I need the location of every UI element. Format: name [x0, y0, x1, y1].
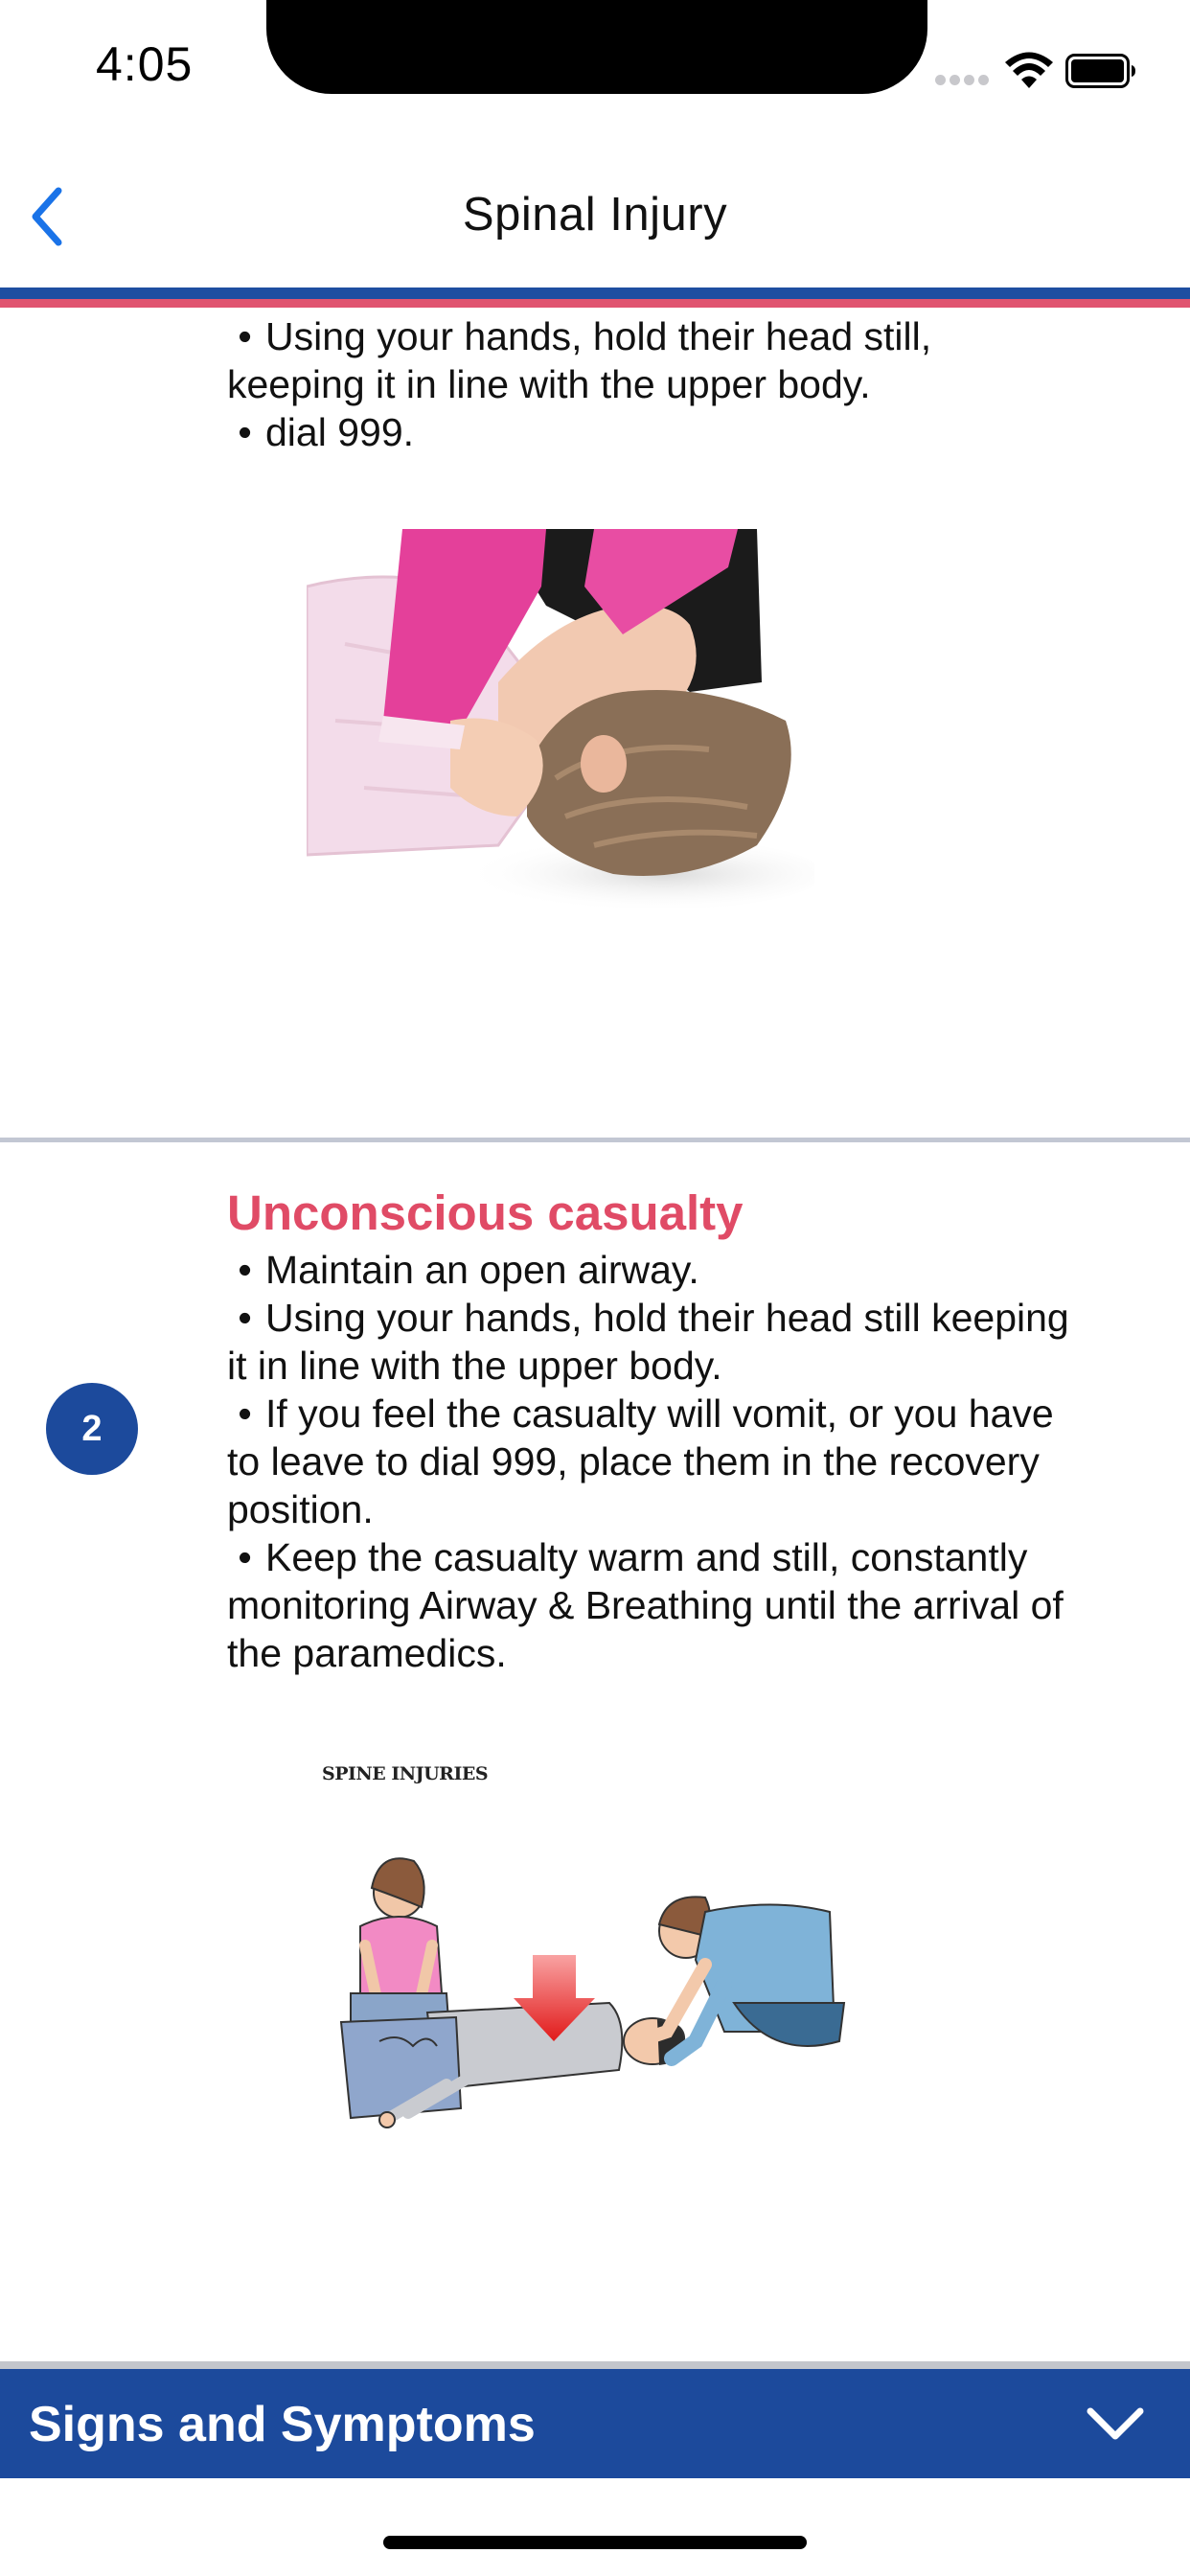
section-divider	[0, 1138, 1190, 1142]
accordion-top-border	[0, 2361, 1190, 2369]
accordion-title: Signs and Symptoms	[29, 2397, 536, 2452]
list-item: to leave to dial 999, place them in the recovery	[227, 1439, 1040, 1484]
home-indicator[interactable]	[383, 2536, 807, 2549]
header-stripe-blue	[0, 288, 1190, 299]
battery-icon	[1065, 54, 1136, 88]
list-item: • Maintain an open airway.	[227, 1248, 699, 1292]
list-item: • dial 999.	[227, 410, 415, 454]
illustration-caption: SPINE INJURIES	[322, 1763, 489, 1784]
list-item: the paramedics.	[227, 1631, 507, 1675]
list-item: keeping it in line with the upper body.	[227, 362, 871, 406]
step-heading: Unconscious casualty	[227, 1185, 744, 1240]
head-support-photo	[307, 529, 814, 932]
list-item: it in line with the upper body.	[227, 1344, 722, 1388]
header-stripe-red	[0, 299, 1190, 308]
list-item: position.	[227, 1487, 374, 1531]
step2-instructions	[227, 1246, 1147, 1677]
status-time: 4:05	[96, 37, 194, 91]
spine-injury-illustration	[322, 1754, 878, 2156]
step-number-badge: 2	[46, 1383, 138, 1475]
list-item: • Using your hands, hold their head still keeping	[227, 1296, 1069, 1340]
list-item: monitoring Airway & Breathing until the arrival of	[227, 1583, 1064, 1627]
navigation-bar	[0, 144, 1190, 288]
step1-instructions	[227, 312, 1147, 456]
list-item: • Using your hands, hold their head still,	[227, 314, 932, 358]
list-item: • Keep the casualty warm and still, constantly	[227, 1535, 1028, 1579]
device-notch	[266, 0, 927, 94]
chevron-down-icon	[1085, 2404, 1146, 2446]
signs-and-symptoms-accordion[interactable]	[0, 2369, 1190, 2478]
cellular-signal-icon	[935, 75, 991, 88]
wifi-icon	[1004, 52, 1054, 90]
page-title: Spinal Injury	[462, 189, 728, 241]
recovery-scene-drawing	[322, 1754, 878, 2156]
status-bar	[0, 0, 1190, 144]
list-item: • If you feel the casualty will vomit, or you have	[227, 1392, 1054, 1436]
